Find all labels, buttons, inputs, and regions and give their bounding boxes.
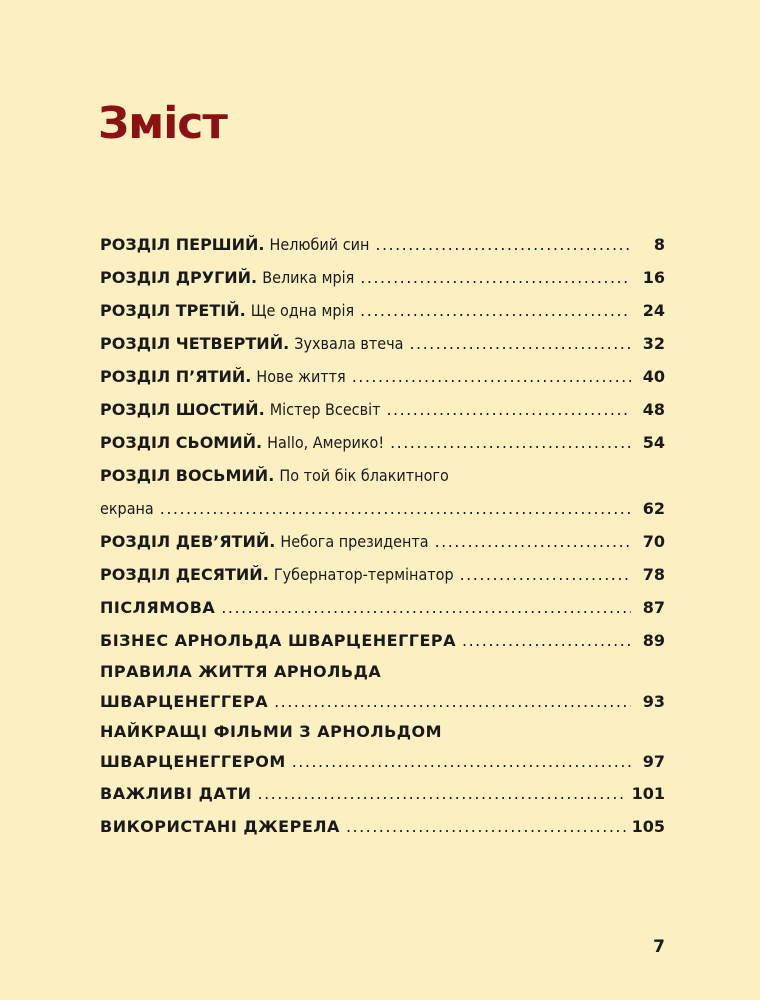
toc-entry[interactable] <box>100 558 665 591</box>
chapter-title: Ще одна мрія <box>250 301 355 320</box>
page-ref: 78 <box>642 565 665 584</box>
dot-leader <box>258 777 626 810</box>
chapter-title: Hallo, Америко! <box>267 433 385 452</box>
chapter-title: Нелюбий син <box>269 235 370 254</box>
toc-entry[interactable] <box>100 360 665 393</box>
dot-leader <box>352 360 631 393</box>
chapter-number: РОЗДІЛ ВОСЬМИЙ. <box>100 466 275 485</box>
dot-leader <box>386 393 631 426</box>
toc-entry[interactable] <box>100 525 665 558</box>
dot-leader <box>160 492 631 525</box>
page-ref: 70 <box>642 532 665 551</box>
toc-entry[interactable] <box>100 327 665 360</box>
toc-entry[interactable] <box>100 228 665 261</box>
chapter-title: По той бік блакитного <box>279 466 449 485</box>
section-title: ВИКОРИСТАНІ ДЖЕРЕЛА <box>100 817 340 836</box>
dot-leader <box>435 525 631 558</box>
page-ref: 54 <box>642 433 665 452</box>
toc-entry[interactable] <box>100 777 665 810</box>
page-ref: 93 <box>642 692 665 711</box>
section-title: ПРАВИЛА ЖИТТЯ АРНОЛЬДА <box>100 662 382 681</box>
section-title: БІЗНЕС АРНОЛЬДА ШВАРЦЕНЕГГЕРА <box>100 631 457 650</box>
page-ref: 40 <box>642 367 665 386</box>
chapter-number: РОЗДІЛ ДЕСЯТИЙ. <box>100 565 269 584</box>
page-title: Зміст <box>98 98 227 149</box>
toc-entry[interactable] <box>100 426 665 459</box>
page-ref: 101 <box>631 784 665 803</box>
chapter-title: Небога президента <box>280 532 429 551</box>
toc-entry[interactable] <box>100 294 665 327</box>
page-ref: 62 <box>642 499 665 518</box>
page-ref: 89 <box>642 631 665 650</box>
toc-entry[interactable] <box>100 717 665 777</box>
toc-entry[interactable] <box>100 261 665 294</box>
chapter-number: РОЗДІЛ П’ЯТИЙ. <box>100 367 252 386</box>
page-ref: 87 <box>642 598 665 617</box>
dot-leader <box>409 327 631 360</box>
chapter-title: Зухвала втеча <box>294 334 404 353</box>
dot-leader <box>460 558 631 591</box>
section-title: ПІСЛЯМОВА <box>100 598 216 617</box>
toc-entry[interactable] <box>100 624 665 657</box>
section-title-continued: ШВАРЦЕНЕГГЕРА <box>100 692 269 711</box>
dot-leader <box>274 687 631 717</box>
toc-entry[interactable] <box>100 657 665 717</box>
toc-entry[interactable] <box>100 591 665 624</box>
page-ref: 48 <box>642 400 665 419</box>
dot-leader <box>360 294 631 327</box>
chapter-number: РОЗДІЛ ДЕВ’ЯТИЙ. <box>100 532 276 551</box>
dot-leader <box>360 261 631 294</box>
dot-leader <box>390 426 631 459</box>
dot-leader <box>375 228 631 261</box>
section-title-continued: ШВАРЦЕНЕГГЕРОМ <box>100 752 286 771</box>
chapter-number: РОЗДІЛ ШОСТИЙ. <box>100 400 265 419</box>
page-ref: 8 <box>653 235 665 254</box>
dot-leader <box>292 747 631 777</box>
toc-entry[interactable] <box>100 393 665 426</box>
table-of-contents <box>100 228 665 843</box>
page-ref: 105 <box>631 817 665 836</box>
section-title: ВАЖЛИВІ ДАТИ <box>100 784 252 803</box>
chapter-title: Губернатор-термінатор <box>273 565 454 584</box>
section-title: НАЙКРАЩІ ФІЛЬМИ З АРНОЛЬДОМ <box>100 722 443 741</box>
dot-leader <box>462 624 631 657</box>
page-ref: 97 <box>642 752 665 771</box>
dot-leader <box>346 810 626 843</box>
page-ref: 32 <box>642 334 665 353</box>
page-number: 7 <box>653 937 665 957</box>
dot-leader <box>221 591 631 624</box>
chapter-number: РОЗДІЛ ЧЕТВЕРТИЙ. <box>100 334 290 353</box>
chapter-title-continued: екрана <box>100 499 154 518</box>
chapter-title: Велика мрія <box>262 268 355 287</box>
chapter-title: Містер Всесвіт <box>269 400 381 419</box>
chapter-number: РОЗДІЛ ПЕРШИЙ. <box>100 235 265 254</box>
toc-entry[interactable] <box>100 459 665 525</box>
toc-entry[interactable] <box>100 810 665 843</box>
chapter-number: РОЗДІЛ СЬОМИЙ. <box>100 433 263 452</box>
chapter-title: Нове життя <box>256 367 346 386</box>
page-ref: 24 <box>642 301 665 320</box>
page-ref: 16 <box>642 268 665 287</box>
chapter-number: РОЗДІЛ ДРУГИЙ. <box>100 268 258 287</box>
chapter-number: РОЗДІЛ ТРЕТІЙ. <box>100 301 246 320</box>
